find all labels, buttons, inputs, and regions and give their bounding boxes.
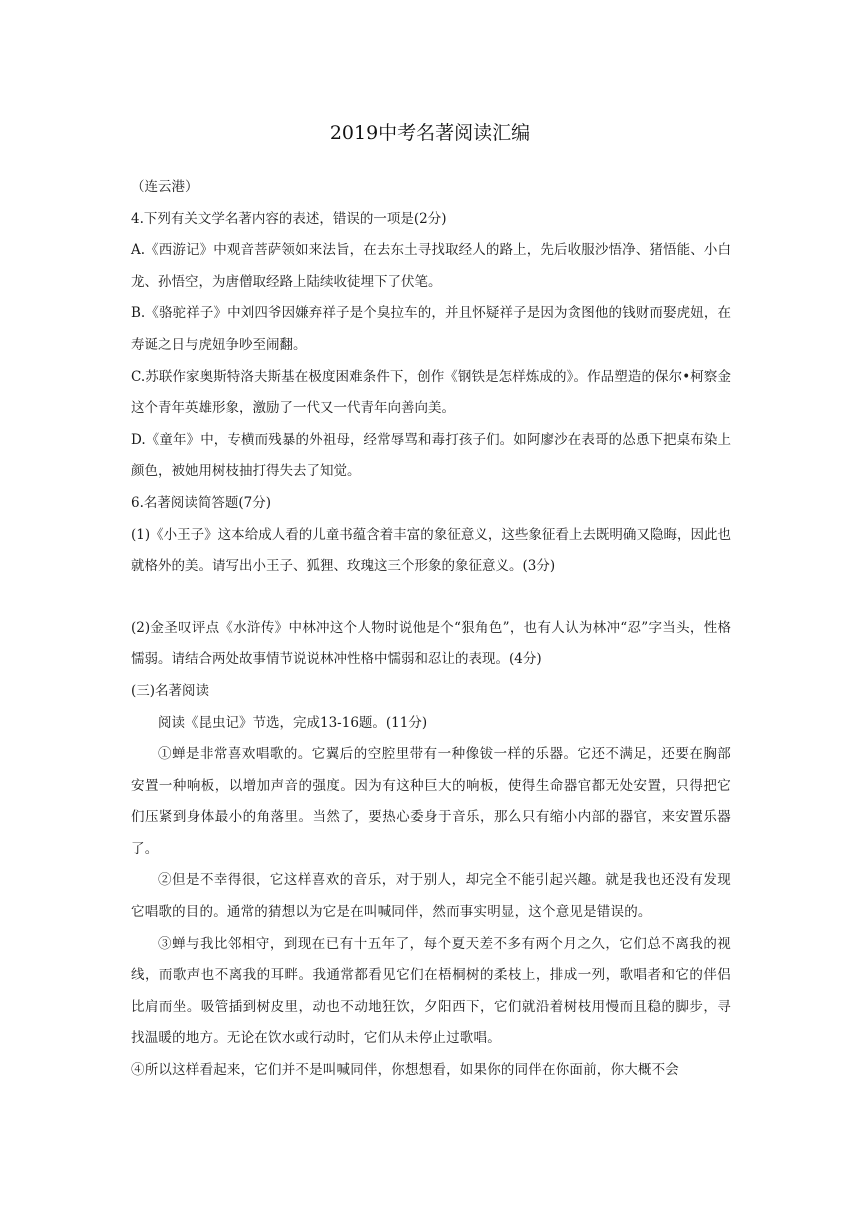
passage-paragraph-3: ③蝉与我比邻相守，到现在已有十五年了，每个夏天差不多有两个月之久，它们总不离我的视线，而歌声也不离我的耳畔。我通常都看见它们在梧桐树的柔枝上，排成一列，歌唱者和它的伴侣比肩而坐。吸管插到树皮里，动也不动地狂饮，夕阳西下，它们就沿着树枝用慢而且稳的脚步，寻找温暖的地方。无论在饮水或行动时，它们从未停止过歌唱。 — [131, 935, 731, 1047]
question-6-stem: 6.名著阅读简答题(7分) — [131, 494, 272, 511]
section-3-heading: (三)名著阅读 — [131, 682, 210, 699]
passage-paragraph-4: ④所以这样看起来，它们并不是叫喊同伴，你想想看，如果你的同伴在你面前，你大概不会 — [131, 1062, 679, 1079]
passage-paragraph-2: ②但是不幸得很，它这样喜欢的音乐，对于别人，却完全不能引起兴趣。就是我也还没有发现它唱歌的目的。通常的猜想以为它是在叫喊同伴，然而事实明显，这个意见是错误的。 — [131, 872, 731, 921]
region-label: （连云港） — [131, 179, 199, 195]
document-body — [131, 172, 731, 1087]
passage-paragraph-1: ①蝉是非常喜欢唱歌的。它翼后的空腔里带有一种像钹一样的乐器。它还不满足，还要在胸部安置一种响板，以增加声音的强度。因为有这种巨大的响板，使得生命器官都无处安置，只得把它们压紧到身体最小的角落里。当然了，要热心委身于音乐，那么只有缩小内部的器官，来安置乐器了。 — [131, 746, 731, 857]
question-4-option-d: D.《童年》中，专横而残暴的外祖母，经常辱骂和毒打孩子们。如阿廖沙在表哥的怂恿下把桌布染上颜色，被她用树枝抽打得失去了知觉。 — [131, 431, 731, 480]
question-6-part-1: (1)《小王子》这本给成人看的儿童书蕴含着丰富的象征意义，这些象征看上去既明确又隐晦，因此也就格外的美。请写出小王子、狐狸、玫瑰这三个形象的象征意义。(3分) — [131, 526, 731, 575]
question-6-part-2: (2)金圣叹评点《水浒传》中林冲这个人物时说他是个“狠角色”，也有人认为林冲“忍”字当头，性格懦弱。请结合两处故事情节说说林冲性格中懦弱和忍让的表现。(4分) — [131, 619, 731, 668]
question-4-stem: 4.下列有关文学名著内容的表述，错误的一项是(2分) — [131, 210, 447, 227]
answer-space — [131, 583, 731, 613]
question-4-option-c: C.苏联作家奥斯特洛夫斯基在极度困难条件下，创作《钢铁是怎样炼成的》。作品塑造的保尔•柯察金这个青年英雄形象，激励了一代又一代青年向善向美。 — [131, 368, 731, 417]
passage-intro: 阅读《昆虫记》节选，完成13-16题。(11分) — [158, 714, 428, 731]
document-title: 2019中考名著阅读汇编 — [329, 122, 531, 144]
question-4-option-a: A.《西游记》中观音菩萨领如来法旨，在去东土寻找取经人的路上，先后收服沙悟净、猪悟能、小白龙、孙悟空，为唐僧取经路上陆续收徒埋下了伏笔。 — [131, 242, 731, 290]
question-4-option-b: B.《骆驼祥子》中刘四爷因嫌弃祥子是个臭拉车的，并且怀疑祥子是因为贪图他的钱财而娶虎妞，在寿诞之日与虎妞争吵至闹翻。 — [131, 305, 731, 353]
